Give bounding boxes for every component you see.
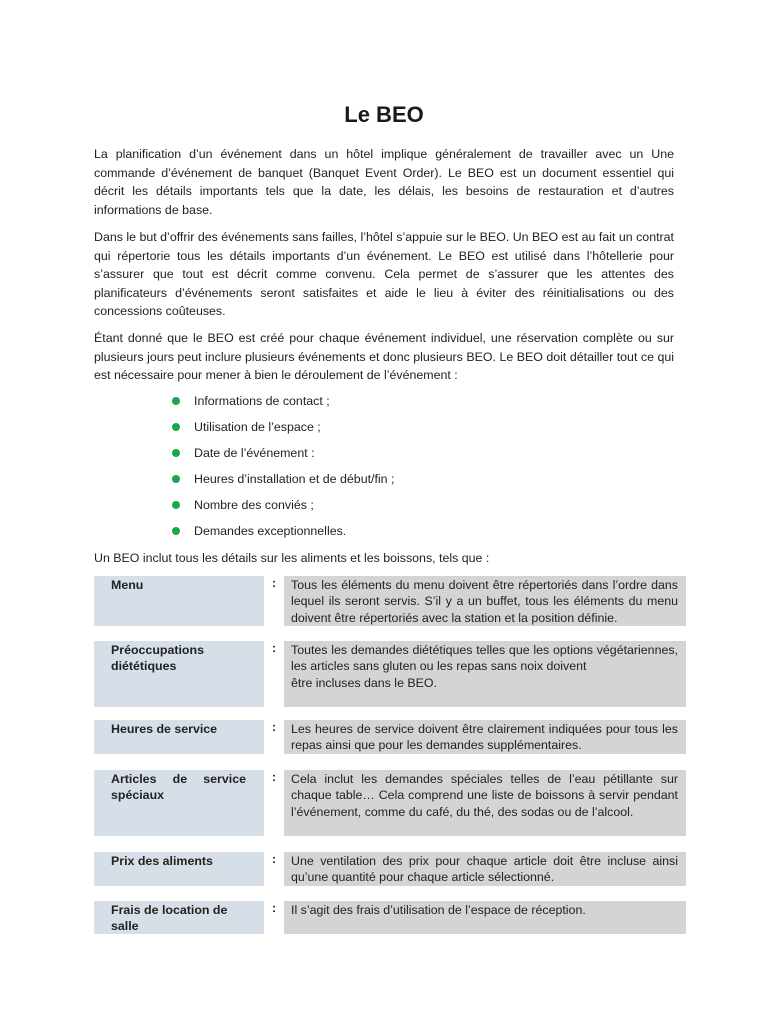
table-row-service-hours (94, 720, 686, 754)
row-colon: : (272, 770, 277, 784)
row-label: Frais de location de salle (94, 901, 264, 934)
page-title: Le BEO (344, 102, 424, 127)
table-row-room-rental (94, 901, 686, 934)
bullet-dot-icon (172, 449, 180, 457)
list-item: Demandes exceptionnelles. (94, 522, 674, 548)
table-row-menu (94, 576, 686, 626)
row-colon: : (272, 576, 277, 590)
paragraph-intro: La planification d’un événement dans un hôtel implique généralement de travailler avec un Une commande d’événement de banquet (Banquet Event Order). Le BEO est un document essentiel qui décrit les détails importants tels que la date, les délais, les besoins de restauration et d’autres informations de base. (94, 147, 674, 217)
row-value: Toutes les demandes diététiques telles que les options végétariennes, les articles sans gluten ou les repas sans noix doivent être incluses dans le BEO. (284, 641, 686, 707)
paragraph-details: Étant donné que le BEO est créé pour chaque événement individuel, une réservation complète ou sur plusieurs jours peut inclure plusieurs événements et donc plusieurs BEO. Le BEO doit détailler tout ce qui est nécessaire pour mener à bien le déroulement de l’événement : (94, 331, 674, 382)
list-item: Heures d’installation et de début/fin ; (94, 470, 674, 496)
row-label: Articles de service spéciaux (94, 770, 264, 836)
table-row-special-items (94, 770, 686, 836)
row-label: Préoccupations diététiques (94, 641, 264, 707)
bullet-dot-icon (172, 423, 180, 431)
row-colon: : (272, 901, 277, 915)
row-value: Cela inclut les demandes spéciales telles de l’eau pétillante sur chaque table… Cela comprend une liste de boissons à servir pendant l’événement, comme du café, du thé, des sodas ou de l’alcool. (284, 770, 686, 836)
table-row-food-prices (94, 852, 686, 886)
bullet-dot-icon (172, 475, 180, 483)
row-label: Menu (94, 576, 264, 626)
row-value: Une ventilation des prix pour chaque article doit être incluse ainsi qu’une quantité pour chaque article sélectionné. (284, 852, 686, 886)
bullet-dot-icon (172, 501, 180, 509)
list-item: Utilisation de l’espace ; (94, 418, 674, 444)
row-colon: : (272, 641, 277, 655)
paragraph-purpose: Dans le but d’offrir des événements sans failles, l’hôtel s’appuie sur le BEO. Un BEO est au fait un contrat qui répertorie tous les détails importants d’un événement. Le BEO est utilisé dans l’hôtellerie pour s’assurer que tout est décrit comme convenu. Cela permet de s’assurer que les attentes des planificateurs d’événements seront satisfaites et aide le lieu à éviter des réinitialisations ou des concessions coûteuses. (94, 230, 674, 318)
row-value: Tous les éléments du menu doivent être répertoriés dans l’ordre dans lequel ils seront servis. S’il y a un buffet, tous les éléments du menu doivent être répertoriés avec la station et la position définie. (284, 576, 686, 626)
row-label: Heures de service (94, 720, 264, 754)
list-item: Date de l’événement : (94, 444, 674, 470)
bullet-dot-icon (172, 527, 180, 535)
table-row-dietary (94, 641, 686, 707)
row-label: Prix des aliments (94, 852, 264, 886)
table-intro: Un BEO inclut tous les détails sur les aliments et les boissons, tels que : (94, 551, 490, 565)
list-item: Informations de contact ; (94, 392, 674, 418)
bullet-dot-icon (172, 397, 180, 405)
row-colon: : (272, 720, 277, 734)
bullet-list (94, 392, 674, 548)
row-value: Les heures de service doivent être clairement indiquées pour tous les repas ainsi que pour les demandes supplémentaires. (284, 720, 686, 754)
list-item: Nombre des conviés ; (94, 496, 674, 522)
row-value: Il s’agit des frais d’utilisation de l’espace de réception. (284, 901, 686, 934)
row-colon: : (272, 852, 277, 866)
